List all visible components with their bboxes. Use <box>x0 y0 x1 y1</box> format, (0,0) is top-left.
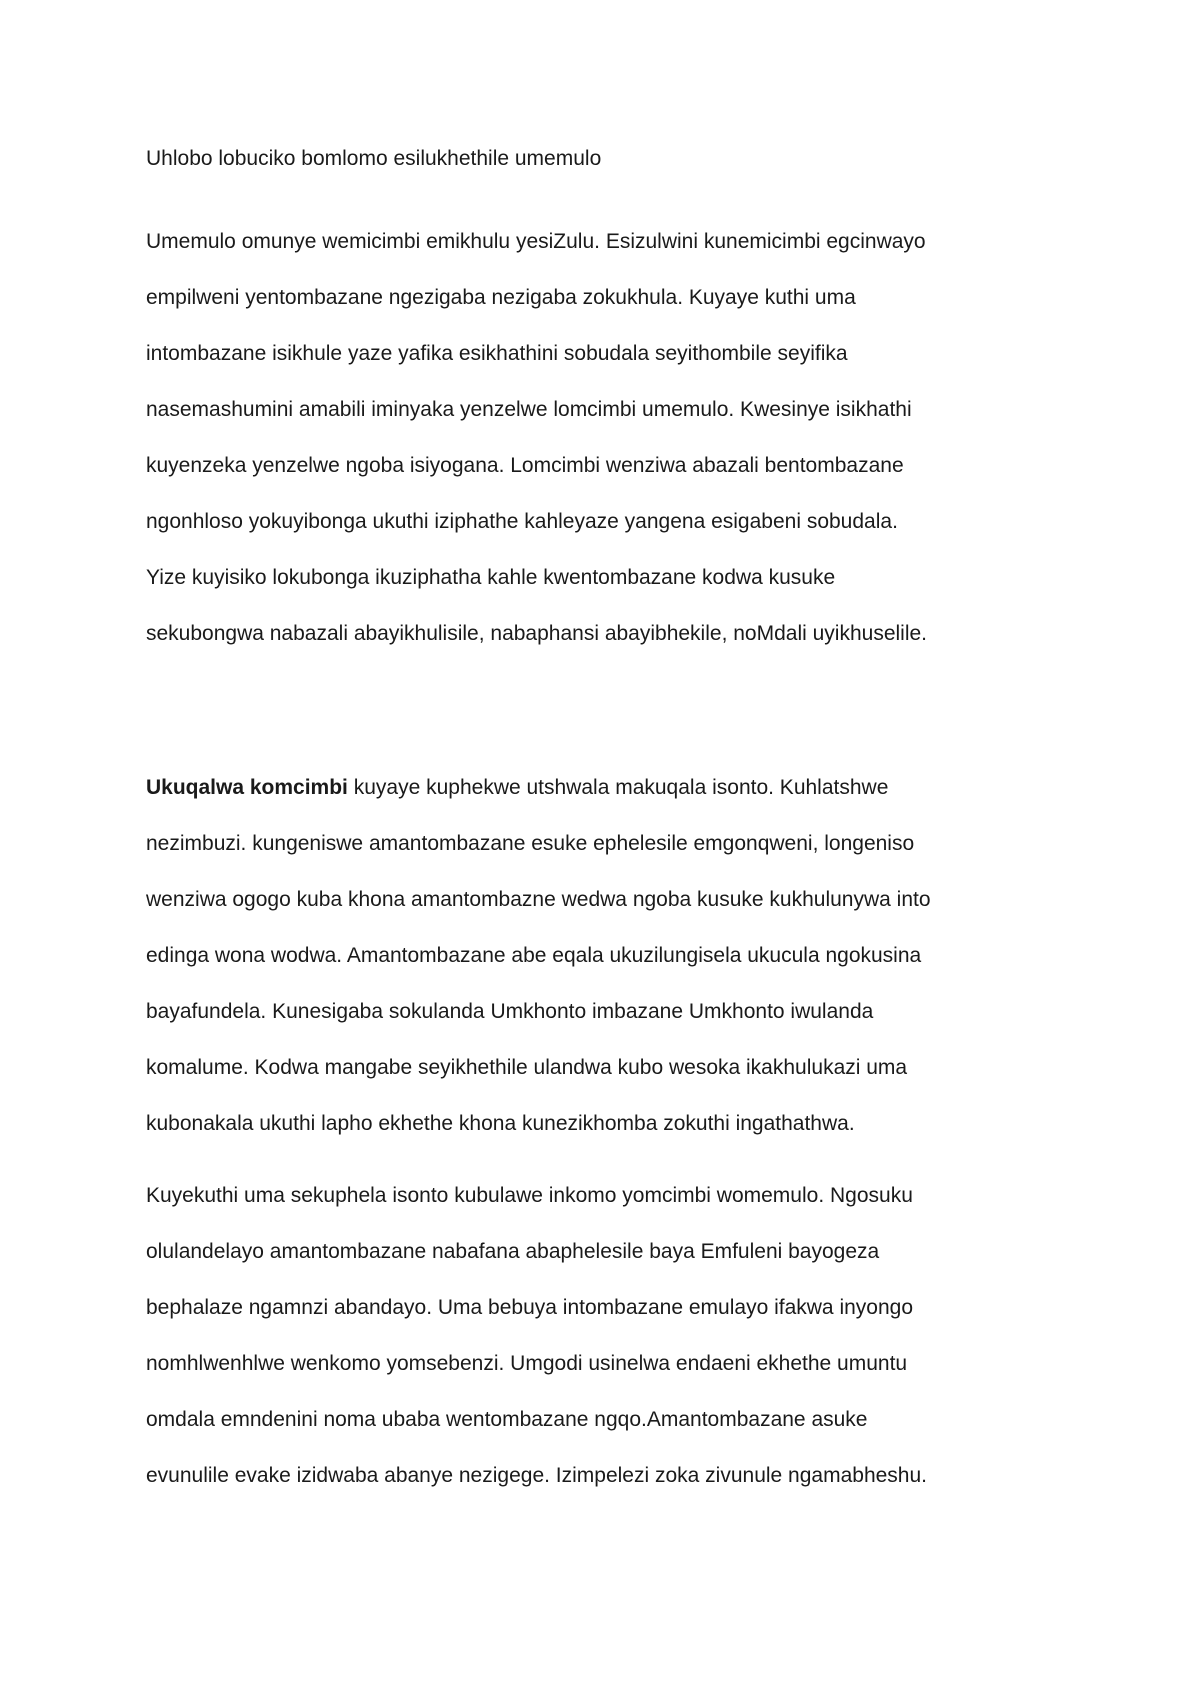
text-line: wenziwa ogogo kuba khona amantombazne wedwa ngoba kusuke kukhulunywa into <box>146 888 931 911</box>
text-line <box>146 760 1066 816</box>
text-line: Kuyekuthi uma sekuphela isonto kubulawe inkomo yomcimbi womemulo. Ngosuku <box>146 1184 913 1207</box>
text-line: Yize kuyisiko lokubonga ikuziphatha kahle kwentombazane kodwa kusuke <box>146 566 836 589</box>
text-line: intombazane isikhule yaze yafika esikhathini sobudala seyithombile seyifika <box>146 342 848 365</box>
text-line: kuyenzeka yenzelwe ngoba isiyogana. Lomcimbi wenziwa abazali bentombazane <box>146 454 904 477</box>
text-line: bayafundela. Kunesigaba sokulanda Umkhonto imbazane Umkhonto iwulanda <box>146 1000 874 1023</box>
text-line: kubonakala ukuthi lapho ekhethe khona kunezikhomba zokuthi ingathathwa. <box>146 1112 855 1135</box>
text-line: bephalaze ngamnzi abandayo. Uma bebuya intombazane emulayo ifakwa inyongo <box>146 1296 914 1319</box>
text-line-rest: kuyaye kuphekwe utshwala makuqala isonto. Kuhlatshwe <box>347 776 889 799</box>
document-body <box>146 144 1066 1504</box>
text-line: edinga wona wodwa. Amantombazane abe eqala ukuzilungisela ukucula ngokusina <box>146 944 922 967</box>
text-line: olulandelayo amantombazane nabafana abaphelesile baya Emfuleni bayogeza <box>146 1240 880 1263</box>
paragraph-intro <box>146 214 1066 662</box>
paragraph-ceremony-end <box>146 1168 1066 1504</box>
text-line: nezimbuzi. kungeniswe amantombazane esuke ephelesile emgonqweni, longeniso <box>146 832 915 855</box>
document-title: Uhlobo lobuciko bomlomo esilukhethile umemulo <box>146 147 602 170</box>
text-line: omdala emndenini noma ubaba wentombazane ngqo.Amantombazane asuke <box>146 1408 868 1431</box>
text-line: nomhlwenhlwe wenkomo yomsebenzi. Umgodi usinelwa endaeni ekhethe umuntu <box>146 1352 908 1375</box>
text-line: komalume. Kodwa mangabe seyikhethile ulandwa kubo wesoka ikakhulukazi uma <box>146 1056 908 1079</box>
paragraph-ceremony-start <box>146 760 1066 1152</box>
bold-lead-phrase: Ukuqalwa komcimbi <box>146 776 348 799</box>
text-line: ngonhloso yokuyibonga ukuthi iziphathe kahleyaze yangena esigabeni sobudala. <box>146 510 898 533</box>
text-line: sekubongwa nabazali abayikhulisile, nabaphansi abayibhekile, noMdali uyikhuselile. <box>146 622 928 645</box>
text-line: evunulile evake izidwaba abanye nezigege. Izimpelezi zoka zivunule ngamabheshu. <box>146 1464 927 1487</box>
text-line: Umemulo omunye wemicimbi emikhulu yesiZulu. Esizulwini kunemicimbi egcinwayo <box>146 230 926 253</box>
text-line: nasemashumini amabili iminyaka yenzelwe lomcimbi umemulo. Kwesinye isikhathi <box>146 398 912 421</box>
text-line: empilweni yentombazane ngezigaba nezigaba zokukhula. Kuyaye kuthi uma <box>146 286 856 309</box>
